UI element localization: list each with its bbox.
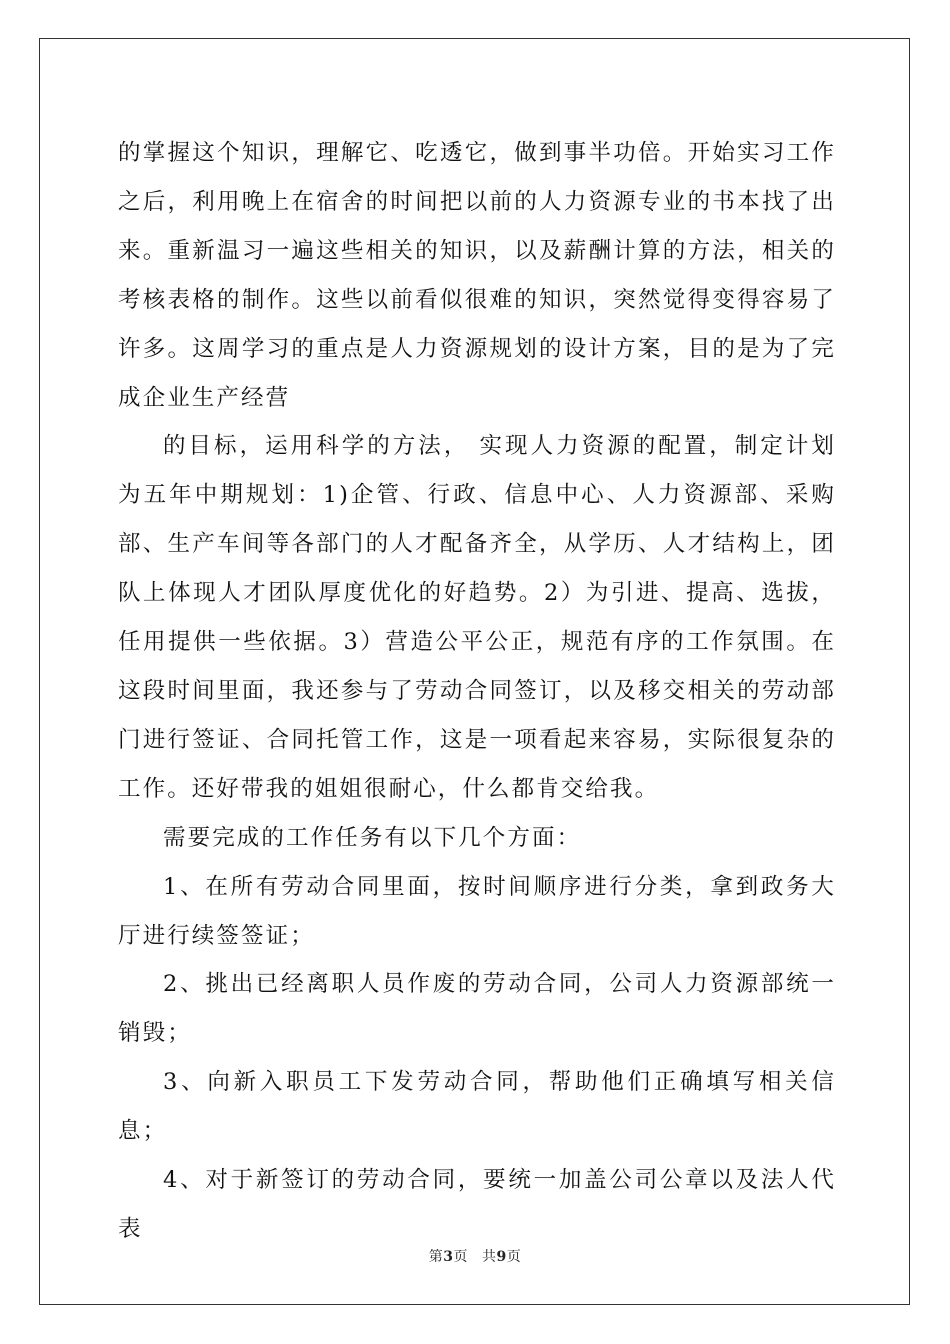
list-item-3: 3、向新入职员工下发劳动合同，帮助他们正确填写相关信息； [118,1069,836,1145]
page-suffix: 页 [453,1249,468,1265]
total-pages: 9 [496,1249,507,1265]
list-item-2: 2、挑出已经离职人员作废的劳动合同，公司人力资源部统一销毁； [118,971,836,1047]
paragraph-2: 的目标，运用科学的方法， 实现人力资源的配置，制定计划为五年中期规划：1)企管、行政、信息中心、人力资源部、采购部、生产车间等各部门的人才配备齐全，从学历、人才结构上，团队上体现人才团队厚度优化的好趋势。2）为引进、提高、选拔，任用提供一些依据。3）营造公平公正，规范有序的工作氛围。在这段时间里面，我还参与了劳动合同签订，以及移交相关的劳动部门进行签证、合同托管工作，这是一项看起来容易，实际很复杂的工作。还好带我的姐姐很耐心，什么都肯交给我。 [118,433,836,802]
page-prefix: 第 [428,1249,444,1265]
page-footer [0,1246,950,1266]
total-suffix: 页 [506,1249,522,1265]
list-item-4: 4、对于新签订的劳动合同，要统一加盖公司公章以及法人代表 [118,1167,836,1242]
document-body [118,129,836,1254]
page-number: 3 [443,1249,454,1265]
total-prefix: 共 [482,1249,497,1265]
list-item-1: 1、在所有劳动合同里面，按时间顺序进行分类，拿到政务大厅进行续签签证； [118,873,836,949]
paragraph-1: 的掌握这个知识，理解它、吃透它，做到事半功倍。开始实习工作之后，利用晚上在宿舍的时间把以前的人力资源专业的书本找了出来。重新温习一遍这些相关的知识，以及薪酬计算的方法，相关的考核表格的制作。这些以前看似很难的知识，突然觉得变得容易了许多。这周学习的重点是人力资源规划的设计方案，目的是为了完成企业生产经营 [118,140,836,411]
paragraph-3: 需要完成的工作任务有以下几个方面： [163,824,582,851]
